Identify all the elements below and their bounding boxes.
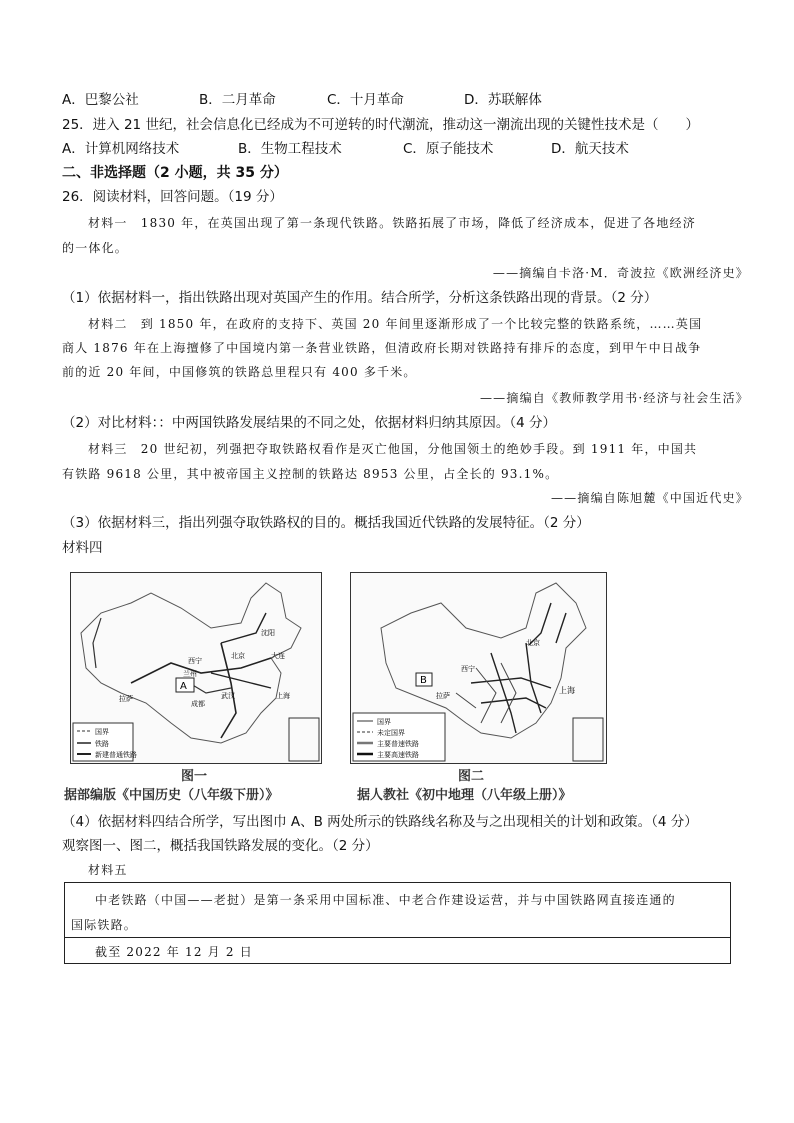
legend-label: 国界 xyxy=(95,728,109,736)
question-3: （3）依据材料三，指出列强夺取铁路权的目的。概括我国近代铁路的发展特征。（2 分） xyxy=(62,515,590,531)
figure-2-source: 据人教社《初中地理（八年级上册）》 xyxy=(357,788,572,803)
figure-2-caption: 图二 xyxy=(458,769,485,784)
legend-label: 主要高速铁路 xyxy=(377,751,419,759)
material-2-line: 商人 1876 年在上海擅修了中国境内第一条营业铁路，但清政府长期对铁路持有排斥的态度，到甲午中日战争 xyxy=(62,341,702,355)
material-1-line: 的一体化。 xyxy=(62,241,129,255)
legend-label: 新建普通铁路 xyxy=(95,751,137,759)
q24-option-d: D．苏联解体 xyxy=(464,92,542,108)
q25-options xyxy=(62,140,629,158)
city-label: 兰州 xyxy=(183,670,197,678)
legend-label: 国界 xyxy=(377,718,391,726)
city-label: 上海 xyxy=(276,692,290,700)
q24-option-c: C．十月革命 xyxy=(327,92,404,108)
material-5-label: 材料五 xyxy=(88,863,128,877)
material-3-line: 材料三 20 世纪初，列强把夺取铁路权看作是灭亡他国，分他国领土的绝妙手段。到 1911 年，中国共 xyxy=(88,442,698,456)
q25-option-a: A．计算机网络技术 xyxy=(62,141,180,157)
legend-label: 未定国界 xyxy=(377,729,405,737)
material-3-line: 有铁路 9618 公里，其中被帝国主义控制的铁路达 8953 公里，占全长的 93.1%。 xyxy=(62,467,559,481)
q24-options xyxy=(62,91,542,109)
city-label: 武汉 xyxy=(221,692,235,700)
material-4-label: 材料四 xyxy=(62,540,103,556)
figure-1-caption: 图一 xyxy=(181,769,208,784)
city-label: 上海 xyxy=(559,686,575,695)
city-label: 西宁 xyxy=(188,657,202,665)
question-1: （1）依据材料一，指出铁路出现对英国产生的作用。结合所学，分析这条铁路出现的背景。（2 分） xyxy=(62,290,658,306)
city-label: 沈阳 xyxy=(261,629,275,637)
material-5-date: 截至 2022 年 12 月 2 日 xyxy=(95,945,253,959)
q25-option-c: C．原子能技术 xyxy=(403,141,494,157)
q24-option-a: A．巴黎公社 xyxy=(62,92,139,108)
marker-a: A xyxy=(180,681,187,692)
question-4-part2: 观察图一、图二，概括我国铁路发展的变化。（2 分） xyxy=(62,838,379,854)
marker-b: B xyxy=(420,675,427,686)
material-5-row xyxy=(65,883,730,938)
q25-stem: 25．进入 21 世纪，社会信息化已经成为不可逆转的时代潮流，推动这一潮流出现的关键性技术是（ ） xyxy=(62,117,699,133)
city-label: 北京 xyxy=(231,652,245,660)
legend-label: 主要普速铁路 xyxy=(377,740,419,748)
q25-option-d: D．航天技术 xyxy=(551,141,629,157)
q24-option-b: B．二月革命 xyxy=(199,92,276,108)
material-1-line: 材料一 1830 年，在英国出现了第一条现代铁路。铁路拓展了市场，降低了经济成本，促进了各地经济 xyxy=(88,216,696,230)
material-3-source: ——摘编自陈旭麓《中国近代史》 xyxy=(550,491,749,505)
legend-label: 铁路 xyxy=(95,740,109,748)
section-heading: 二、非选择题（2 小题，共 35 分） xyxy=(62,165,288,181)
city-label: 成都 xyxy=(191,700,205,708)
city-label: 拉萨 xyxy=(436,692,450,700)
material-5-line: 国际铁路。 xyxy=(71,918,138,932)
figure-2-map xyxy=(350,572,607,764)
material-2-source: ——摘编自《教师教学用书·经济与社会生活》 xyxy=(479,391,749,405)
figure-1-map xyxy=(70,572,322,764)
material-5-table xyxy=(64,882,731,964)
city-label: 西宁 xyxy=(461,665,475,673)
figure-1-source: 据部编版《中国历史（八年级下册）》 xyxy=(64,788,279,803)
material-1-source: ——摘编自卡洛·M．奇波拉《欧洲经济史》 xyxy=(492,266,749,280)
city-label: 拉萨 xyxy=(119,695,133,703)
material-2-line: 材料二 到 1850 年，在政府的支持下、英国 20 年间里逐渐形成了一个比较完整的铁路系统，……英国 xyxy=(88,317,703,331)
material-2-line: 前的近 20 年间，中国修筑的铁路总里程只有 400 多千米。 xyxy=(62,365,417,379)
city-label: 大连 xyxy=(271,652,285,660)
q26-stem: 26．阅读材料，回答问题。（19 分） xyxy=(62,189,283,205)
city-label: 北京 xyxy=(526,639,540,647)
q25-option-b: B．生物工程技术 xyxy=(238,141,342,157)
question-2: （2）对比材料：：中两国铁路发展结果的不同之处，依据材料归纳其原因。（4 分） xyxy=(62,415,556,431)
question-4: （4）依据材料四结合所学，写出图巾 A、B 两处所示的铁路线名称及与之出现相关的计划和政策。（4 分） xyxy=(62,814,698,830)
material-5-line: 中老铁路（中国——老挝）是第一条采用中国标准、中老合作建设运营，并与中国铁路网直接连通的 xyxy=(95,893,676,907)
